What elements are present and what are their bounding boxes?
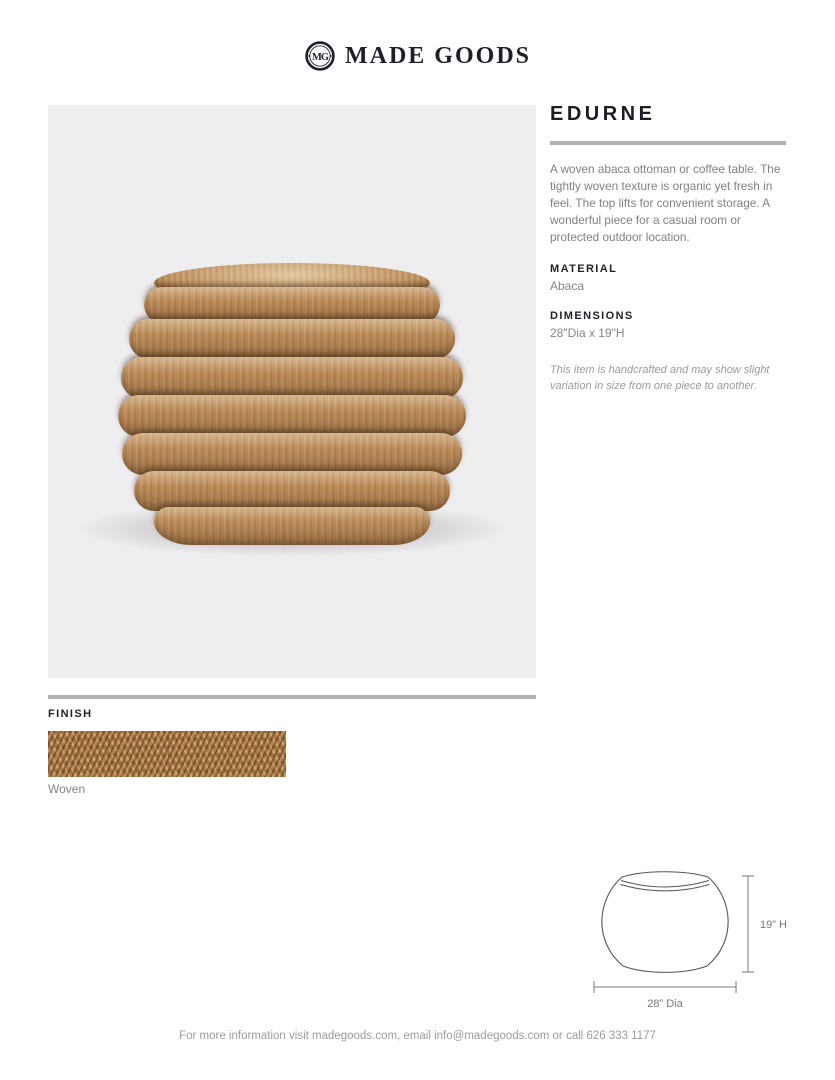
finish-divider <box>48 695 536 699</box>
diameter-dimension-line <box>594 981 736 993</box>
height-dimension-label: 19” H <box>760 919 787 931</box>
material-label: MATERIAL <box>550 263 618 275</box>
dimension-diagram <box>580 860 815 1012</box>
lid-line <box>621 881 709 887</box>
dimensions-label: DIMENSIONS <box>550 310 634 322</box>
handcrafted-note: This item is handcrafted and may show slight variation in size from one piece to another. <box>550 364 770 392</box>
finish-label: FINISH <box>48 708 93 720</box>
ottoman-line-drawing <box>580 860 815 1012</box>
lid-line <box>621 885 710 891</box>
footer-contact: For more information visit madegoods.com, email info@madegoods.com or call 626 333 1177 <box>179 1030 656 1042</box>
ottoman-band <box>118 395 466 437</box>
svg-text:MG: MG <box>311 52 329 64</box>
brand-logo <box>0 40 835 72</box>
ottoman-band <box>122 433 462 475</box>
height-dimension-line <box>742 876 754 972</box>
product-photo <box>48 105 536 678</box>
mg-monogram-icon <box>304 40 336 72</box>
material-value: Abaca <box>550 279 585 293</box>
product-title: EDURNE <box>550 103 656 125</box>
product-info <box>550 103 786 394</box>
ottoman-band <box>144 287 440 323</box>
finish-name: Woven <box>48 782 86 796</box>
ottoman-band <box>154 507 430 545</box>
product-description: A woven abaca ottoman or coffee table. The tightly woven texture is organic yet fresh in feel. The top lifts for convenient storage. A wonderful piece for a casual room or protected outdoor location. <box>550 162 781 244</box>
finish-swatch-woven <box>48 731 286 777</box>
dimensions-value: 28"Dia x 19"H <box>550 326 625 340</box>
diameter-dimension-label: 28” Dia <box>647 998 683 1010</box>
ottoman-band <box>134 471 450 511</box>
brand-name: MADE GOODS <box>344 42 531 69</box>
title-divider <box>550 141 786 145</box>
ottoman-band <box>129 319 455 359</box>
ottoman-image <box>118 263 466 553</box>
ottoman-band <box>121 357 463 399</box>
